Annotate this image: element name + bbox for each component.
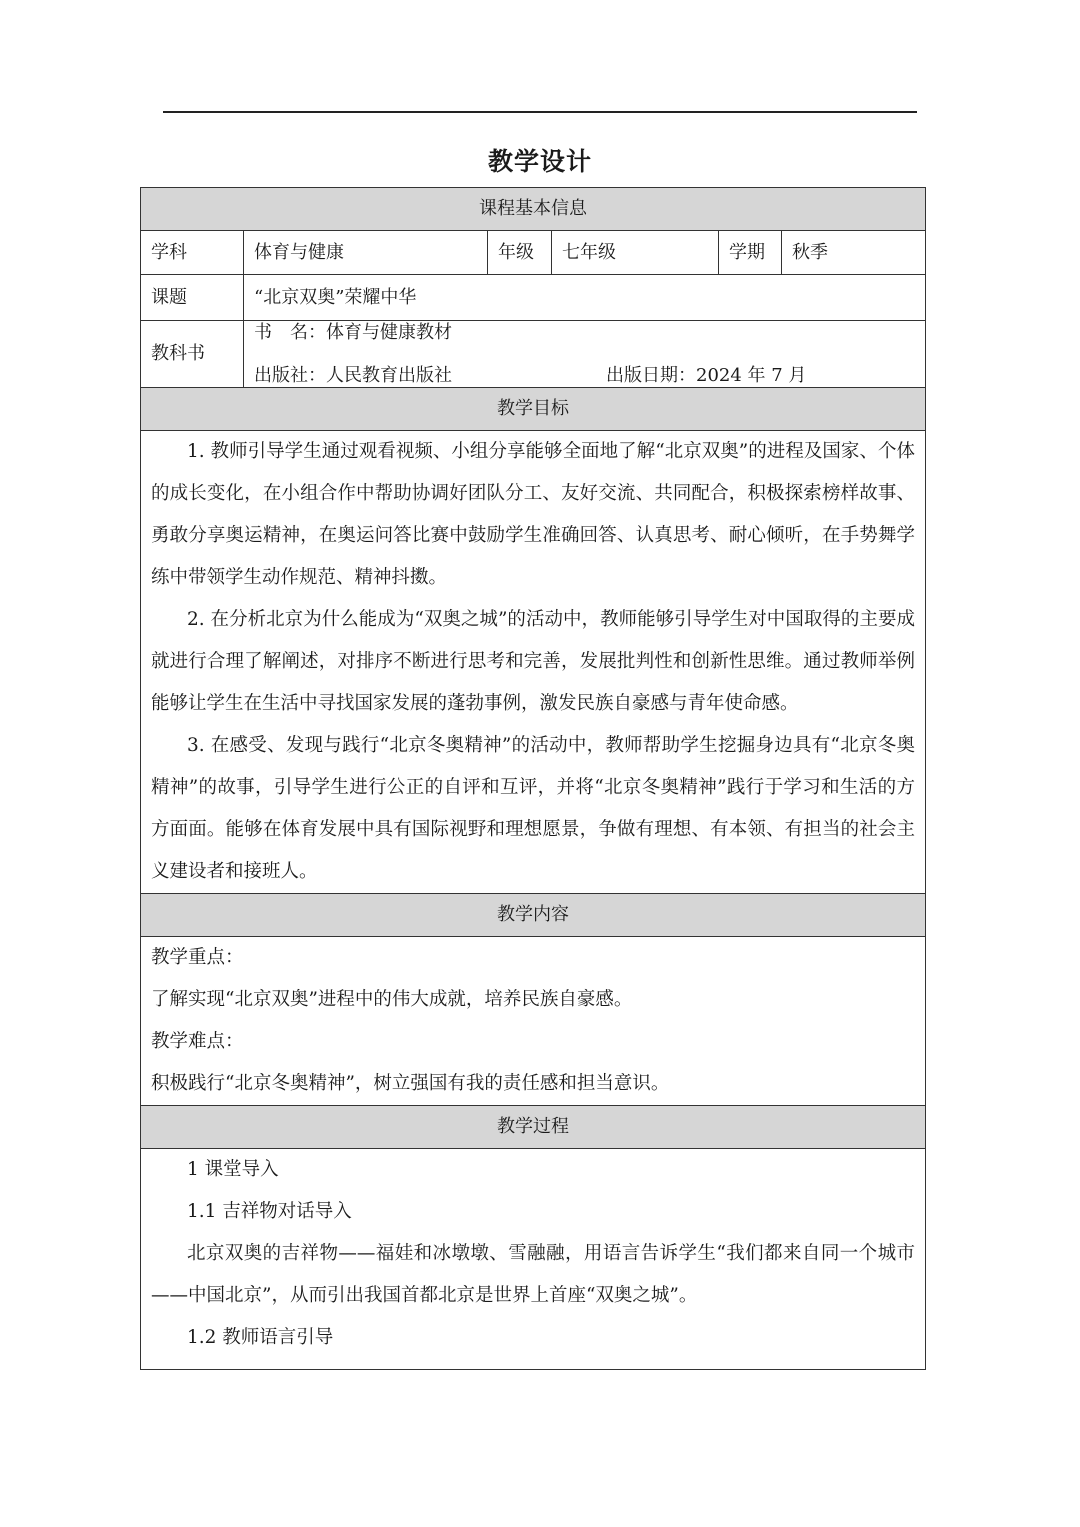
textbook-label: 教科书 bbox=[141, 321, 244, 388]
key-point-label: 教学重点： bbox=[151, 947, 244, 968]
lesson-plan-table bbox=[140, 187, 926, 1370]
textbook-details bbox=[244, 321, 926, 388]
key-point-text: 了解实现“北京双奥”进程中的伟大成就，培养民族自豪感。 bbox=[151, 989, 633, 1010]
grade-label: 年级 bbox=[488, 231, 552, 275]
topic-label: 课题 bbox=[141, 275, 244, 321]
grade-value: 七年级 bbox=[552, 231, 719, 275]
subject-value: 体育与健康 bbox=[244, 231, 488, 275]
difficulty-text: 积极践行“北京冬奥精神”，树立强国有我的责任感和担当意识。 bbox=[151, 1073, 670, 1094]
term-label: 学期 bbox=[719, 231, 782, 275]
section-basic-info: 课程基本信息 bbox=[141, 188, 926, 231]
publish-date: 出版日期：2024 年 7 月 bbox=[606, 365, 807, 386]
info-row-topic bbox=[141, 275, 926, 321]
process-step-1-1: 1.1 吉祥物对话导入 bbox=[187, 1201, 352, 1222]
objective-item: 1. 教师引导学生通过观看视频、小组分享能够全面地了解“北京双奥”的进程及国家、个体的成长变化，在小组合作中帮助协调好团队分工、友好交流、共同配合，积极探索榜样故事、勇敢分享奥运精神，在奥运问答比赛中鼓励学生准确回答、认真思考、耐心倾听，在手势舞学练中带领学生动作规范、精神抖擞。 bbox=[151, 441, 915, 588]
process-step-1-1-text: 北京双奥的吉祥物——福娃和冰墩墩、雪融融，用语言告诉学生“我们都来自同一个城市——中国北京”，从而引出我国首都北京是世界上首座“双奥之城”。 bbox=[151, 1243, 915, 1306]
content-body bbox=[141, 937, 926, 1106]
process-body bbox=[141, 1149, 926, 1370]
section-objectives: 教学目标 bbox=[141, 388, 926, 431]
info-row-textbook bbox=[141, 321, 926, 388]
subject-label: 学科 bbox=[141, 231, 244, 275]
document-title: 教学设计 bbox=[487, 147, 592, 176]
info-row-subject bbox=[141, 231, 926, 275]
process-step-1: 1 课堂导入 bbox=[187, 1159, 279, 1180]
difficulty-label: 教学难点： bbox=[151, 1031, 244, 1052]
section-content: 教学内容 bbox=[141, 894, 926, 937]
section-process: 教学过程 bbox=[141, 1106, 926, 1149]
book-name: 书 名：体育与健康教材 bbox=[254, 322, 452, 343]
objectives-body bbox=[141, 431, 926, 894]
header-rule bbox=[163, 111, 917, 113]
objective-item: 3. 在感受、发现与践行“北京冬奥精神”的活动中，教师帮助学生挖掘身边具有“北京冬奥精神”的故事，引导学生进行公正的自评和互评，并将“北京冬奥精神”践行于学习和生活的方方面面。能够在体育发展中具有国际视野和理想愿景，争做有理想、有本领、有担当的社会主义建设者和接班人。 bbox=[151, 735, 915, 882]
objective-item: 2. 在分析北京为什么能成为“双奥之城”的活动中，教师能够引导学生对中国取得的主要成就进行合理了解阐述，对排序不断进行思考和完善，发展批判性和创新性思维。通过教师举例能够让学生在生活中寻找国家发展的蓬勃事例，激发民族自豪感与青年使命感。 bbox=[151, 609, 915, 714]
term-value: 秋季 bbox=[782, 231, 926, 275]
process-step-1-2: 1.2 教师语言引导 bbox=[187, 1327, 334, 1348]
publisher: 出版社：人民教育出版社 bbox=[254, 365, 452, 386]
topic-value: “北京双奥”荣耀中华 bbox=[244, 275, 926, 321]
